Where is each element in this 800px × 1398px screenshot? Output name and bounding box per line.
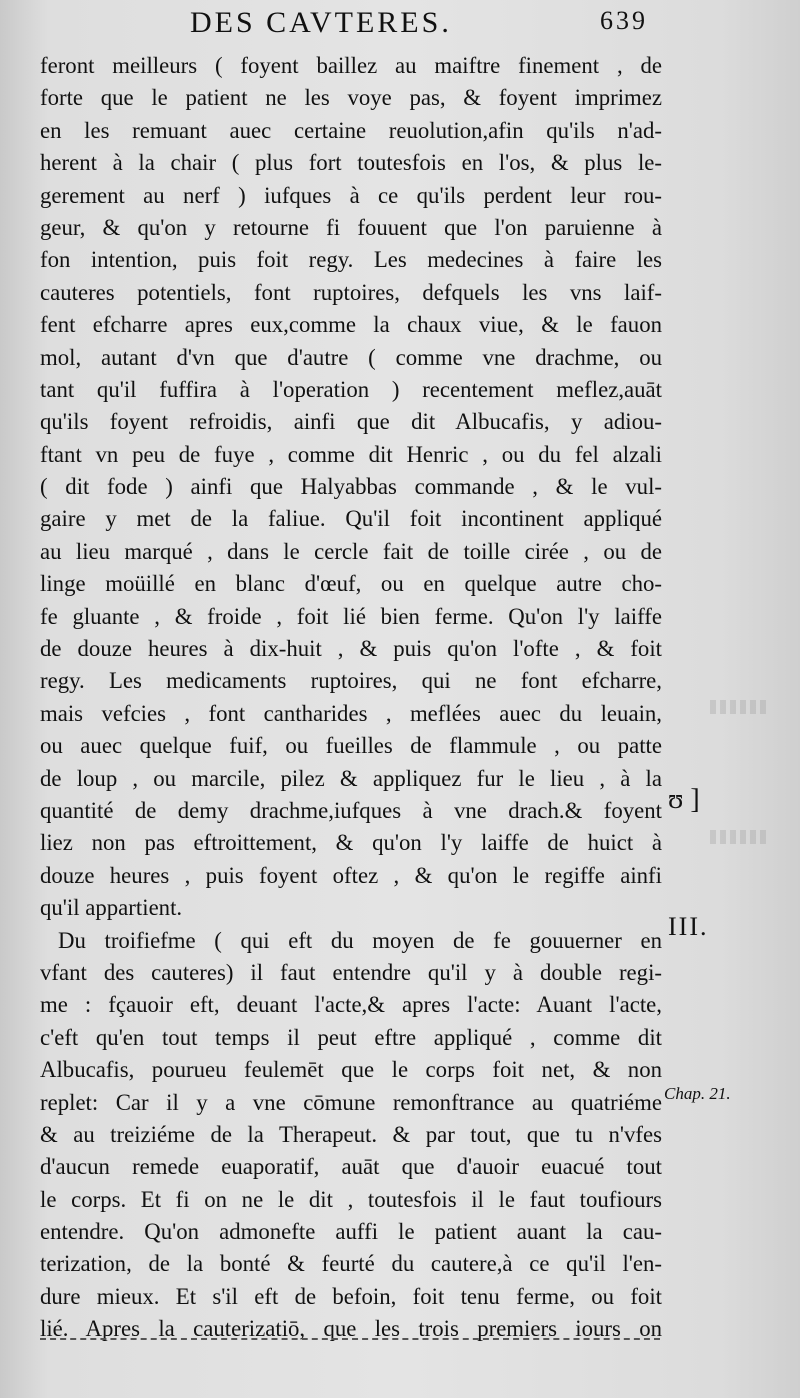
text-line: regy. Les medicaments ruptoires, qui ne font efcharre, bbox=[40, 668, 662, 694]
text-line: qu'il appartient. bbox=[40, 895, 183, 921]
text-line: de douze heures à dix-huit , & puis qu'on l'ofte , & foit bbox=[40, 636, 662, 662]
text-line: le corps. Et fi on ne le dit , toutesfois il le faut toufiours bbox=[40, 1186, 662, 1212]
text-line: fe gluante , & froide , foit lié bien ferme. Qu'on l'y laiffe bbox=[40, 603, 662, 629]
text-line: vfant des cauteres) il faut entendre qu'il y à double regi- bbox=[40, 959, 662, 985]
text-line: liez non pas eftroittement, & qu'on l'y laiffe de huict à bbox=[40, 830, 662, 856]
show-through-mark bbox=[710, 830, 770, 844]
text-line: qu'ils foyent refroidis, ainfi que dit Albucafis, y adiou- bbox=[40, 409, 662, 435]
text-line: tant qu'il fuffira à l'operation ) recentement meflez,auāt bbox=[40, 376, 662, 402]
text-line: linge moüillé en blanc d'œuf, ou en quelque autre cho- bbox=[40, 571, 662, 597]
page-number: 639 bbox=[600, 6, 648, 35]
paragraph-2 bbox=[40, 925, 662, 1346]
bottom-rule bbox=[40, 1338, 660, 1342]
text-line: gaire y met de la faliue. Qu'il foit incontinent appliqué bbox=[40, 506, 662, 532]
text-line: fon intention, puis foit regy. Les medecines à faire les bbox=[40, 247, 662, 273]
text-line: au lieu marqué , dans le cercle fait de toille cirée , ou de bbox=[40, 538, 662, 564]
text-line: Du troifiefme ( qui eft du moyen de fe gouuerner en bbox=[58, 927, 662, 953]
text-line: de loup , ou marcile, pilez & appliquez fur le lieu , à la bbox=[40, 765, 662, 791]
show-through-mark bbox=[710, 700, 770, 714]
text-line: lié. Apres la cauterizatiō, que les trois premiers iours on bbox=[40, 1316, 662, 1342]
text-line: entendre. Qu'on admonefte auffi le patient auant la cau- bbox=[40, 1219, 662, 1245]
text-line: douze heures , puis foyent oftez , & qu'on le regiffe ainfi bbox=[40, 862, 662, 888]
text-line: forte que le patient ne les voye pas, & foyent imprimez bbox=[40, 85, 662, 111]
text-line: ( dit fode ) ainfi que Halyabbas commande , & le vul- bbox=[40, 474, 662, 500]
text-line: fent efcharre apres eux,comme la chaux viue, & le fauon bbox=[40, 312, 662, 338]
text-line: me : fçauoir eft, deuant l'acte,& apres l'acte: Auant l'acte, bbox=[40, 992, 662, 1018]
text-line: replet: Car il y a vne cōmune remonftrance au quatriéme bbox=[40, 1089, 662, 1115]
text-line: cauteres potentiels, font ruptoires, defquels les vns laif- bbox=[40, 279, 662, 305]
paragraph-1 bbox=[40, 50, 662, 925]
text-line: feront meilleurs ( foyent baillez au maiftre finement , de bbox=[40, 53, 662, 78]
text-line: & au treiziéme de la Therapeut. & par tout, que tu n'vfes bbox=[40, 1121, 662, 1147]
margin-chapter-reference: Chap. 21. bbox=[664, 1084, 731, 1103]
text-line: ou auec quelque fuif, ou fueilles de flammule , ou patte bbox=[40, 733, 662, 759]
text-line: dure mieux. Et s'il eft de befoin, foit tenu ferme, ou foit bbox=[40, 1283, 662, 1309]
main-text bbox=[40, 50, 662, 1346]
margin-section-numeral: III. bbox=[668, 912, 709, 941]
text-line: en les remuant auec certaine reuolution,afin qu'ils n'ad- bbox=[40, 117, 662, 143]
text-line: mais vefcies , font cantharides , meflées auec du leuain, bbox=[40, 700, 662, 726]
text-line: gerement au nerf ) iufques à ce qu'ils perdent leur rou- bbox=[40, 182, 662, 208]
text-line: Albucafis, pourueu feulemēt que le corps foit net, & non bbox=[40, 1057, 662, 1083]
text-line: ftant vn peu de fuye , comme dit Henric , ou du fel alzali bbox=[40, 441, 662, 467]
text-line: quantité de demy drachme,iufques à vne drach.& foyent bbox=[40, 797, 662, 823]
text-line: herent à la chair ( plus fort toutesfois en l'os, & plus le- bbox=[40, 150, 662, 176]
text-line: geur, & qu'on y retourne fi fouuent que l'on paruienne à bbox=[40, 214, 662, 240]
text-line: d'aucun remede euaporatif, auāt que d'auoir euacué tout bbox=[40, 1154, 662, 1180]
text-line: mol, autant d'vn que d'autre ( comme vne drachme, ou bbox=[40, 344, 662, 370]
text-line: terization, de la bonté & feurté du cautere,à ce qu'il l'en- bbox=[40, 1251, 662, 1277]
margin-symbol: ʊ ] bbox=[668, 784, 700, 815]
running-title: DES CAVTERES. bbox=[190, 6, 452, 39]
text-line: c'eft qu'en tout temps il peut eftre appliqué , comme dit bbox=[40, 1024, 662, 1050]
